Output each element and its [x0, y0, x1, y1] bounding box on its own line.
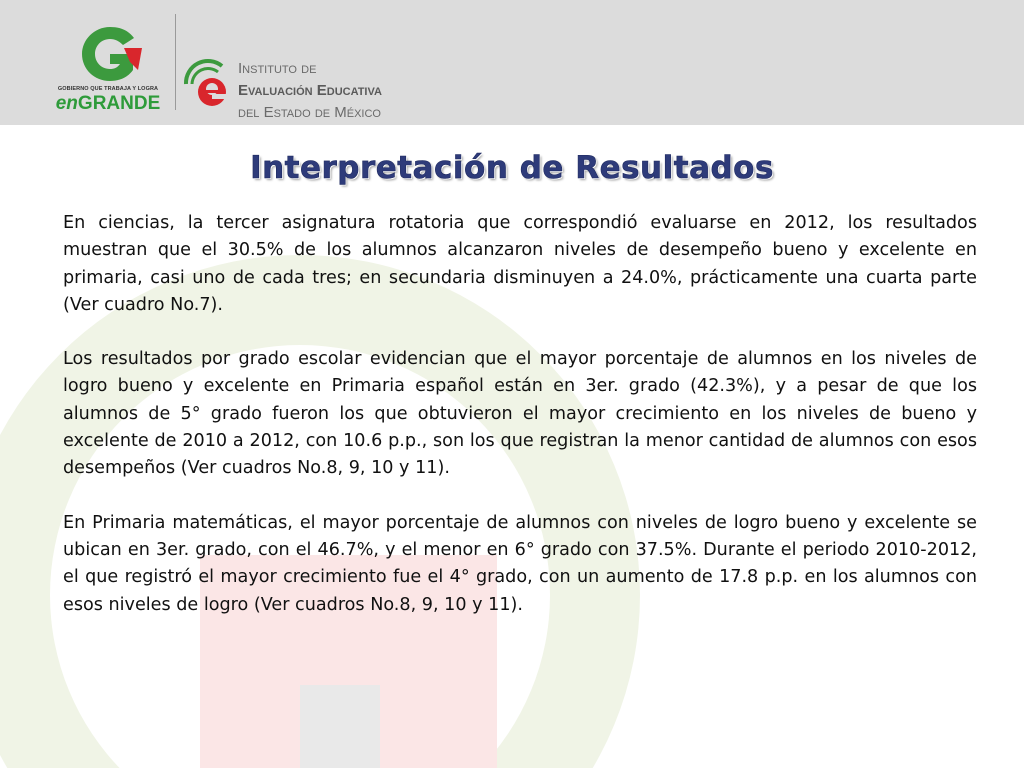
- ieeem-line2: Evaluación Educativa: [238, 82, 382, 99]
- ieeem-logo-text: [238, 58, 382, 124]
- paragraph-ciencias: En ciencias, la tercer asignatura rotatoria que correspondió evaluarse en 2012, los resultados muestran que el 30.5% de los alumnos alcanzaron niveles de desempeño bueno y excelente en primaria, casi uno de cada tres; en secundaria disminuyen a 24.0%, prácticamente una cuarta parte (Ver cuadro No.7).: [63, 213, 977, 315]
- gobierno-grande: GRANDE: [77, 93, 161, 114]
- g-letter-icon: [50, 18, 166, 86]
- gobierno-logo: [50, 18, 166, 118]
- gobierno-slogan: GOBIERNO QUE TRABAJA Y LOGRA: [57, 86, 159, 92]
- ieeem-e-icon: [182, 58, 234, 110]
- paragraph-espanol: Los resultados por grado escolar evidencian que el mayor porcentaje de alumnos en los niveles de logro bueno y excelente en Primaria español están en 3er. grado (42.3%), y a pesar de que los alumnos de 5° grado fueron los que obtuvieron el mayor crecimiento en los niveles de bueno y excelente de 2010 a 2012, con 10.6 p.p., son los que registran la menor cantidad de alumnos con esos desempeños (Ver cuadros No.8, 9, 10 y 11).: [63, 349, 977, 479]
- header-banner: [0, 0, 1024, 125]
- gobierno-engrande: [50, 93, 166, 115]
- paragraph-matematicas: En Primaria matemáticas, el mayor porcentaje de alumnos con niveles de logro bueno y excelente se ubican en 3er. grado, con el 46.7%, y el menor en 6° grado con 37.5%. Durante el periodo 2010-2012, el que registró el mayor crecimiento fue el 4° grado, con un aumento de 17.8 p.p. en los alumnos con esos niveles de logro (Ver cuadros No.8, 9, 10 y 11).: [63, 512, 977, 615]
- logo-divider: [175, 14, 176, 110]
- ieeem-line3: del Estado de México: [238, 104, 381, 121]
- ieeem-line1: Instituto de: [238, 60, 317, 77]
- gobierno-en: en: [55, 93, 78, 114]
- body-text: [63, 210, 977, 646]
- page-title: Interpretación de Resultados: [250, 150, 774, 186]
